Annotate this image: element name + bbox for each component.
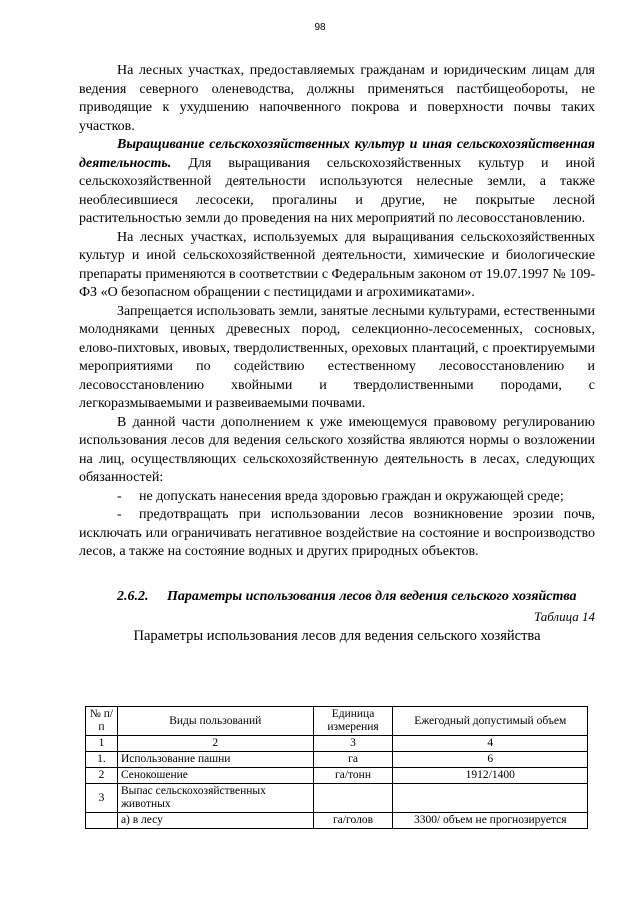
paragraph-prohibited-lands: Запрещается использовать земли, занятые лесными культурами, естественными молодняками ценных древесных пород, селекционно-лесосеменных, сосновых, елово-пихтовых, ивовых, твердолиственных, ореховых плантаций, с проектируемыми мероприятиями по содействию естественному лесовосстановлению и лесовосстановлению хвойными и твердолиственными породами, с легкоразмываемыми и развеиваемыми почвами. <box>79 303 595 411</box>
table-cell: га <box>313 752 393 768</box>
table-cell: 2 <box>86 768 118 784</box>
list-item <box>79 506 595 562</box>
table-cell: 3 <box>313 736 393 752</box>
parameters-table <box>85 706 588 829</box>
table-cell: 1. <box>86 752 118 768</box>
paragraph-crop-cultivation <box>79 136 595 229</box>
table-cell <box>313 784 393 813</box>
table-cell: 3300/ объем не прогнозируется <box>393 813 588 829</box>
list-item-text: не допускать нанесения вреда здоровью граждан и окружающей среде; <box>139 488 564 504</box>
paragraph-pesticides: На лесных участках, используемых для выращивания сельскохозяйственных культур и иной сельскохозяйственной деятельности, химические и биологические препараты применяются в соответствии с Федеральным законом от 19.07.1997 № 109-ФЗ «О безопасном обращении с пестицидами и агрохимикатами». <box>79 229 595 300</box>
table-cell: га/голов <box>313 813 393 829</box>
section-heading <box>79 588 595 606</box>
table-cell: Выпас сельскохозяйственных животных <box>117 784 313 813</box>
table-cell: 4 <box>393 736 588 752</box>
table-cell: 6 <box>393 752 588 768</box>
list-dash: - <box>117 488 122 504</box>
table-cell: Использование пашни <box>117 752 313 768</box>
table-cell: га/тонн <box>313 768 393 784</box>
page-number: 98 <box>314 22 326 33</box>
table-cell: а) в лесу <box>117 813 313 829</box>
table-header-row <box>86 707 588 736</box>
table-cell: Сенокошение <box>117 768 313 784</box>
paragraph-reindeer-herding: На лесных участках, предоставляемых гражданам и юридическим лицам для ведения северного оленеводства, должны применяться пастбищеобороты, не приводящие к ухудшению напочвенного покрова и поверхности почвы таких участков. <box>79 63 595 134</box>
paragraph-crop-cultivation-body: Для выращивания сельскохозяйственных культур и иной сельскохозяйственной деятельности используются нелесные земли, а также необлесившиеся лесосеки, прогалины и другие, не покрытые лесной растительностью земли до проведения на них мероприятий по лесовосстановлению. <box>79 155 595 226</box>
table-label: Таблица 14 <box>533 608 595 624</box>
table-caption: Параметры использования лесов для ведения сельского хозяйства <box>133 627 541 644</box>
table-cell <box>86 813 118 829</box>
paragraph-crop-cultivation-title: Выращивание сельскохозяйственных культур и иная сельскохозяйственная деятельность. <box>79 137 595 171</box>
table-header-annual-volume: Ежегодный допустимый объем <box>393 707 588 736</box>
table-row <box>86 768 588 784</box>
table-header-usage-type: Виды пользований <box>117 707 313 736</box>
table-header-unit: Единица измерения <box>313 707 393 736</box>
list-dash: - <box>117 507 122 522</box>
table-cell: 3 <box>86 784 118 813</box>
table-header-number: № п/п <box>86 707 118 736</box>
list-item <box>79 488 595 507</box>
table-row <box>86 752 588 768</box>
table-row <box>86 813 588 829</box>
section-number: 2.6.2. <box>117 588 149 604</box>
paragraph-obligations: В данной части дополнением к уже имеющемуся правовому регулированию использования лесов для ведения сельского хозяйства являются нормы о возложении на лиц, осуществляющих сельскохозяйственную деятельность в лесах, следующих обязанностей: <box>79 414 595 485</box>
section-title: Параметры использования лесов для ведения сельского хозяйства <box>167 588 577 604</box>
table-cell: 1912/1400 <box>393 768 588 784</box>
table-index-row <box>86 736 588 752</box>
table-cell <box>393 784 588 813</box>
list-item-text: предотвращать при использовании лесов возникновение эрозии почв, исключать или ограничивать негативное воздействие на состояние и воспроизводство лесов, а также на состояние водных и других природных объектов. <box>79 507 595 559</box>
table-cell: 1 <box>86 736 118 752</box>
table-row <box>86 784 588 813</box>
document-body <box>79 62 595 646</box>
table-cell: 2 <box>117 736 313 752</box>
